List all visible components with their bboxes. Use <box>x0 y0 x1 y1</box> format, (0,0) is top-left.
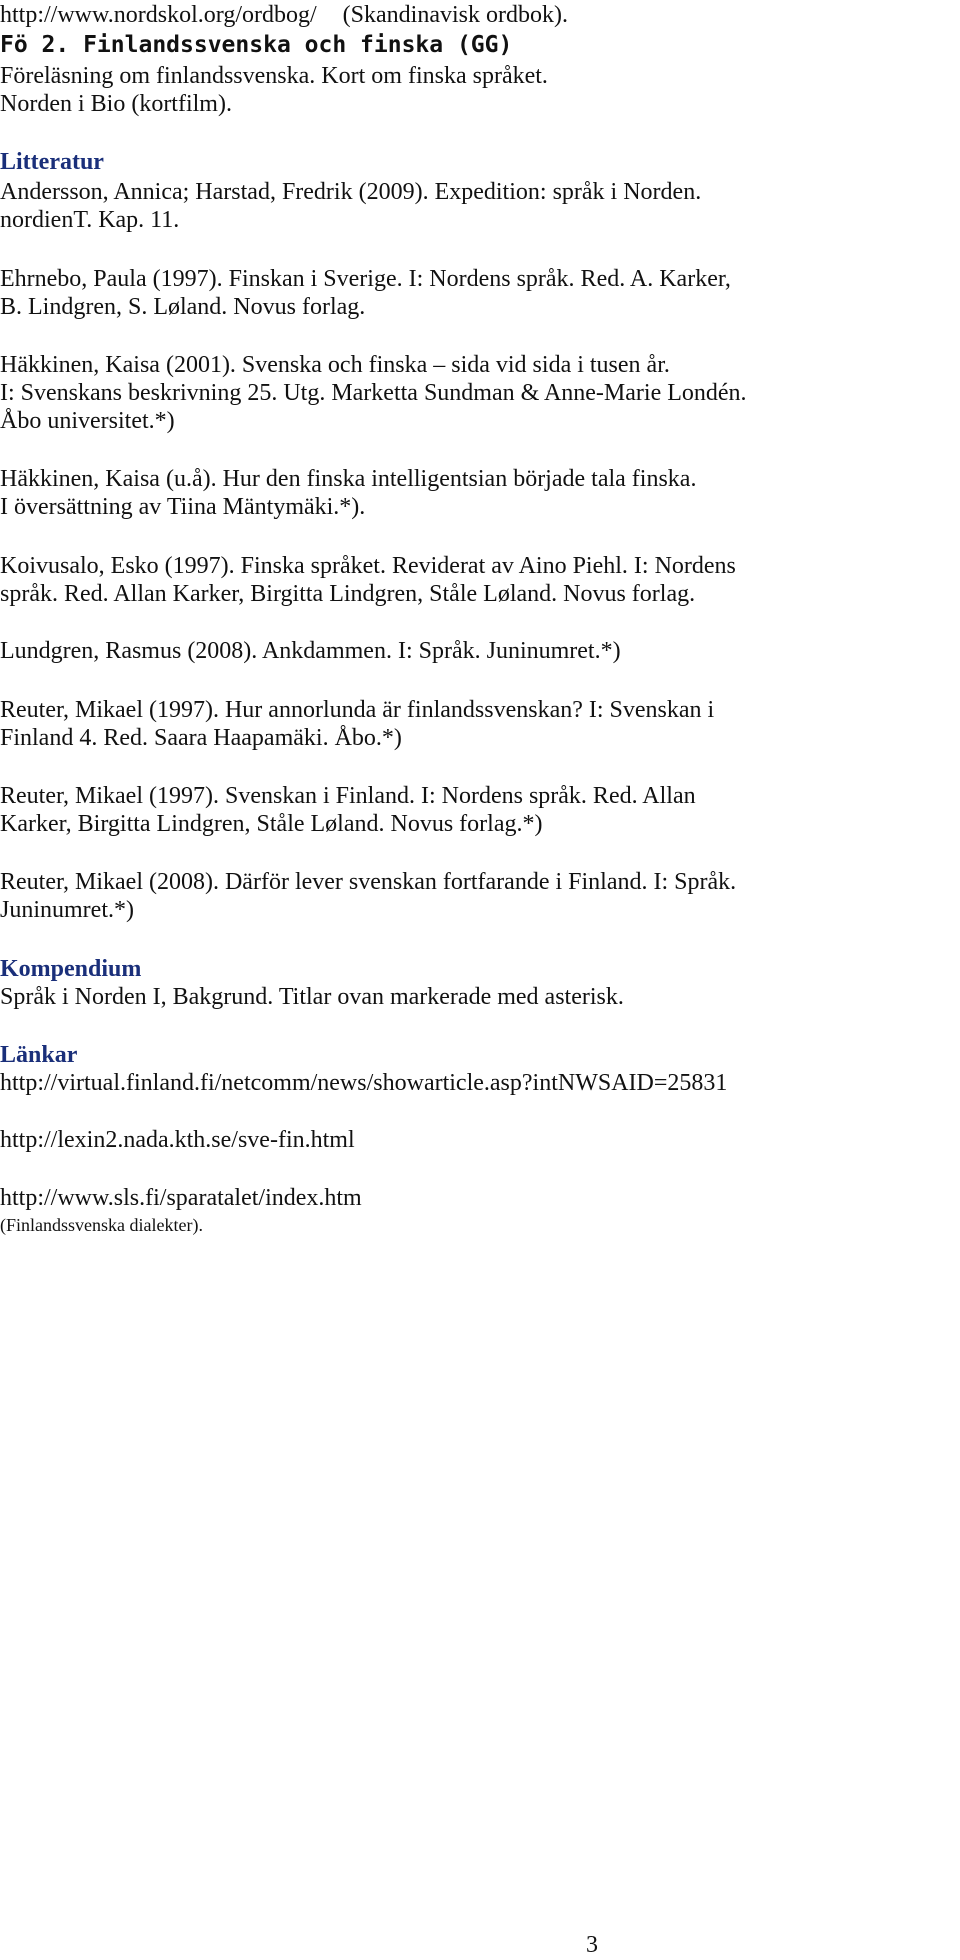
literature-entry-8-line-2: Karker, Birgitta Lindgren, Ståle Løland. Novus forlag.*) <box>0 811 543 837</box>
literature-entry-7-line-2: Finland 4. Red. Saara Haapamäki. Åbo.*) <box>0 725 402 751</box>
literature-entry-1-line-1: Andersson, Annica; Harstad, Fredrik (2009). Expedition: språk i Norden. <box>0 179 702 205</box>
link-sls[interactable]: http://www.sls.fi/sparatalet/index.htm <box>0 1185 362 1211</box>
page-number: 3 <box>586 1932 598 1958</box>
links-heading: Länkar <box>0 1042 78 1068</box>
compendium-text: Språk i Norden I, Bakgrund. Titlar ovan markerade med asterisk. <box>0 984 624 1010</box>
link-virtual-finland[interactable]: http://virtual.finland.fi/netcomm/news/showarticle.asp?intNWSAID=25831 <box>0 1070 728 1096</box>
literature-entry-3-line-3: Åbo universitet.*) <box>0 408 175 434</box>
dictionary-url[interactable]: http://www.nordskol.org/ordbog/ <box>0 2 317 28</box>
literature-entry-9-line-2: Juninumret.*) <box>0 897 134 923</box>
literature-entry-5-line-1: Koivusalo, Esko (1997). Finska språket. Reviderat av Aino Piehl. I: Nordens <box>0 553 736 579</box>
literature-entry-2-line-2: B. Lindgren, S. Løland. Novus forlag. <box>0 294 366 320</box>
literature-entry-1-line-2: nordienT. Kap. 11. <box>0 207 180 233</box>
literature-entry-7-line-1: Reuter, Mikael (1997). Hur annorlunda är finlandssvenskan? I: Svenskan i <box>0 697 715 723</box>
literature-entry-8-line-1: Reuter, Mikael (1997). Svenskan i Finland. I: Nordens språk. Red. Allan <box>0 783 696 809</box>
lecture-title: Fö 2. Finlandssvenska och finska (GG) <box>0 32 513 58</box>
literature-entry-4-line-1: Häkkinen, Kaisa (u.å). Hur den finska intelligentsian började tala finska. <box>0 466 697 492</box>
dictionary-note: (Skandinavisk ordbok). <box>342 2 568 28</box>
literature-entry-5-line-2: språk. Red. Allan Karker, Birgitta Lindgren, Ståle Løland. Novus forlag. <box>0 581 696 607</box>
literature-entry-4-line-2: I översättning av Tiina Mäntymäki.*). <box>0 494 366 520</box>
link-lexin[interactable]: http://lexin2.nada.kth.se/sve-fin.html <box>0 1127 355 1153</box>
literature-entry-2-line-1: Ehrnebo, Paula (1997). Finskan i Sverige. I: Nordens språk. Red. A. Karker, <box>0 266 731 292</box>
literature-heading: Litteratur <box>0 149 104 175</box>
lecture-description-line-2: Norden i Bio (kortfilm). <box>0 91 232 117</box>
compendium-heading: Kompendium <box>0 956 142 982</box>
link-sls-note: (Finlandssvenska dialekter). <box>0 1215 203 1235</box>
literature-entry-9-line-1: Reuter, Mikael (2008). Därför lever svenskan fortfarande i Finland. I: Språk. <box>0 869 737 895</box>
literature-entry-3-line-2: I: Svenskans beskrivning 25. Utg. Marketta Sundman & Anne-Marie Londén. <box>0 380 747 406</box>
literature-entry-3-line-1: Häkkinen, Kaisa (2001). Svenska och finska – sida vid sida i tusen år. <box>0 352 670 378</box>
literature-entry-6-line-1: Lundgren, Rasmus (2008). Ankdammen. I: Språk. Juninumret.*) <box>0 638 621 664</box>
lecture-description-line-1: Föreläsning om finlandssvenska. Kort om finska språket. <box>0 63 548 89</box>
header-url-line <box>0 0 568 30</box>
